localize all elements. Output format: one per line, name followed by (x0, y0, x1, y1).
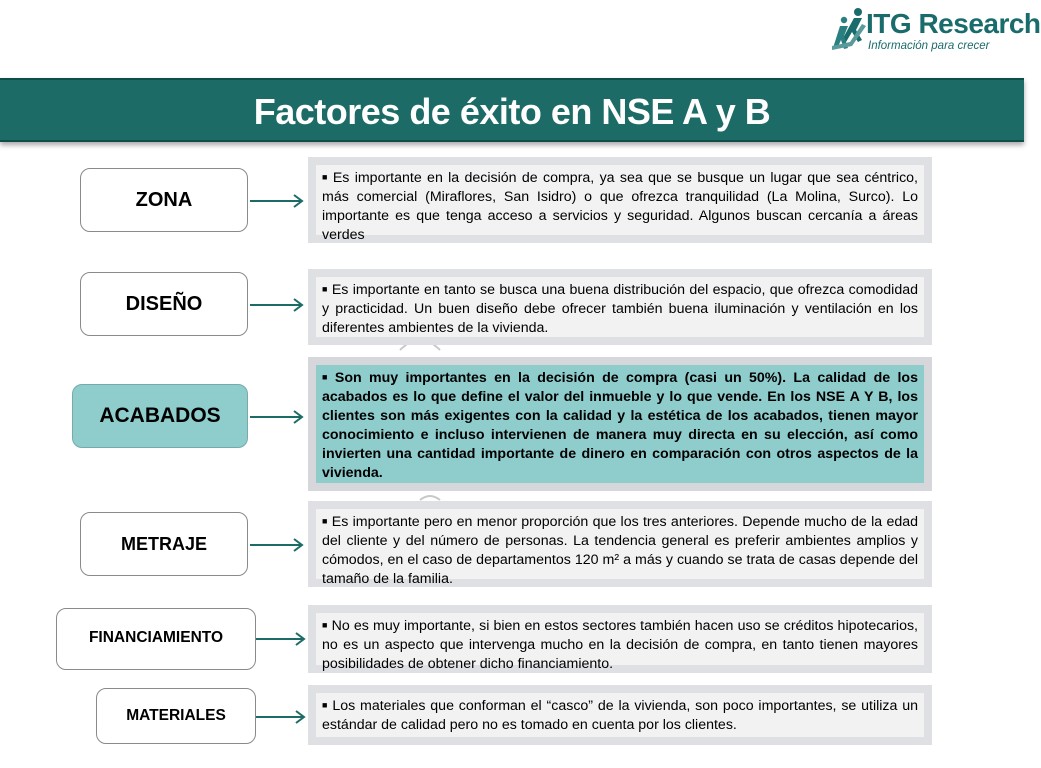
title-bar (0, 78, 1024, 142)
bullet-icon: ■ (322, 284, 328, 294)
arrow-icon (250, 297, 306, 313)
arrow-icon (250, 537, 306, 553)
factor-description-metraje: ■ Es importante pero en menor proporción que los tres anteriores. Depende mucho de la edad del cliente y del número de personas. La tendencia general es preferir ambientes amplios y cómodos, en el caso de departamentos 120 m² a más y cuando se trata de casas depende del tamaño de la familia. (308, 501, 932, 587)
factor-description-financiamiento: ■ No es muy importante, si bien en estos sectores también hacen uso se créditos hipotecarios, no es un aspecto que intervenga mucho en la decisión de compra, en tanto tienen mayores posibilidades de obtener dicho financiamiento. (308, 605, 932, 673)
bullet-icon: ■ (322, 620, 328, 630)
factor-label-diseno: DISEÑO (80, 272, 248, 336)
factor-label-financiamiento: FINANCIAMIENTO (56, 608, 256, 670)
arrow-icon (256, 631, 308, 647)
growth-figures-icon (832, 6, 866, 54)
arrow-icon (250, 409, 306, 425)
arrow-icon (250, 193, 306, 209)
page-title: Factores de éxito en NSE A y B (253, 91, 771, 132)
arrow-icon (256, 709, 308, 725)
logo-brand: ITG Research (866, 8, 1041, 39)
logo (832, 4, 1041, 56)
bullet-icon: ■ (322, 516, 328, 526)
factor-label-acabados: ACABADOS (72, 384, 248, 448)
factor-description-zona: ■ Es importante en la decisión de compra, ya sea que se busque un lugar que sea céntrico, más comercial (Miraflores, San Isidro) o que ofrezca tranquilidad (La Molina, Surco). Lo importante es que tenga acceso a servicios y seguridad. Algunos buscan cercanía a áreas verdes (308, 157, 932, 243)
factor-label-materiales: MATERIALES (96, 688, 256, 744)
bullet-icon: ■ (322, 172, 329, 182)
factor-label-metraje: METRAJE (80, 512, 248, 576)
factor-description-diseno: ■ Es importante en tanto se busca una buena distribución del espacio, que ofrezca comodidad y practicidad. Un buen diseño debe ofrecer también buena iluminación y ventilación en los diferentes ambientes de la vivienda. (308, 269, 932, 345)
factor-description-materiales: ■ Los materiales que conforman el “casco” de la vivienda, son poco importantes, se utiliza un estándar de calidad pero no es tomado en cuenta por los clientes. (308, 685, 932, 745)
factor-label-zona: ZONA (80, 168, 248, 232)
bullet-icon: ■ (322, 372, 331, 382)
bullet-icon: ■ (322, 700, 329, 710)
logo-tagline: Información para crecer (868, 40, 990, 52)
factor-description-acabados: ■ Son muy importantes en la decisión de compra (casi un 50%). La calidad de los acabados es lo que define el valor del inmueble y lo que vende. En los NSE A Y B, los clientes son más exigentes con la calidad y la estética de los acabados, tienen mayor conocimiento e incluso intervienen de manera muy directa en su elección, así como invierten una cantidad importante de dinero en comparación con otros aspectos de la vivienda. (308, 357, 932, 491)
